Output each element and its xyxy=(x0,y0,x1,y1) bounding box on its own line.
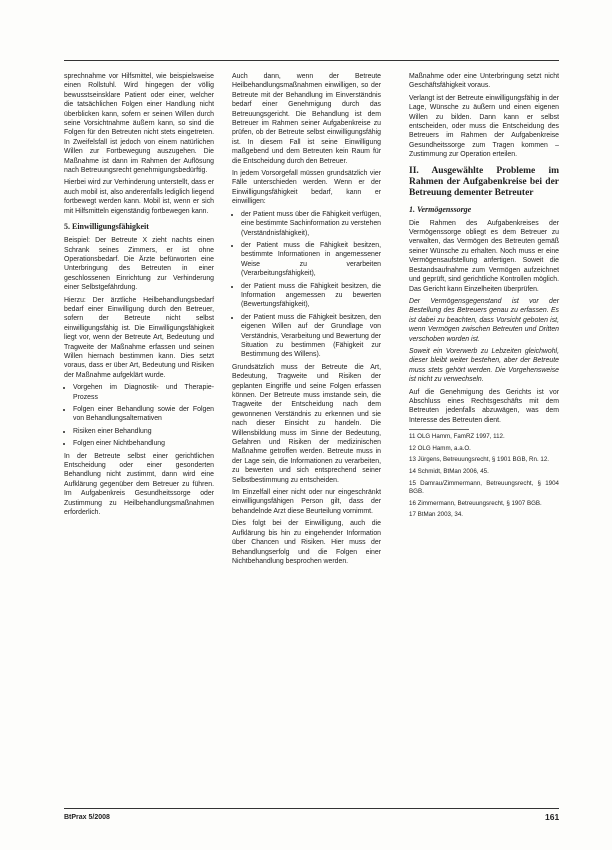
paragraph: Grundsätzlich muss der Betreute die Art, Bedeutung, Tragweite und Risiken der geplanten Eingriffe und seine Folgen erfassen können. Der Betreute muss imstande sein, die Tragweite der Entscheidung nach dem gewonnenen Verständnis zu erkennen und sie nach dieser Einsicht zu handeln. Die Willensbildung muss im Sinne der Bedeutung, Gefahren und Risiken der medizinischen Maßnahme getroffen werden. Betreute muss in der Lage sein, die Informationen zu verarbeiten, zu bewerten und sich entsprechend seiner Selbstbestimmung zu entscheiden. xyxy=(232,363,381,484)
list-item: • der Patient muss über die Fähigkeit verfügen, eine bestimmte Sachinformation zu verstehen (Verständnisfähigkeit), xyxy=(241,210,381,238)
list-item: • Folgen einer Behandlung sowie der Folgen von Behandlungsalternativen xyxy=(73,405,214,424)
column-left xyxy=(64,72,214,520)
footnote: 16 Zimmermann, Betreuungsrecht, § 1907 BGB. xyxy=(409,499,542,507)
list-item: • Vorgehen im Diagnostik- und Therapie-Prozess xyxy=(73,383,214,402)
footnote: 11 OLG Hamm, FamRZ 1997, 112. xyxy=(409,433,505,441)
footer-rule xyxy=(64,808,559,809)
bullet-list xyxy=(232,210,381,360)
list-item: • der Patient muss die Fähigkeit besitzen, die Information angemessen zu bewerten (Bewertungsfähigkeit), xyxy=(241,282,381,310)
footnote-list xyxy=(409,433,559,520)
footnote: 15 Damrau/Zimmermann, Betreuungsrecht, § 1904 BGB. xyxy=(409,479,559,496)
paragraph: Verlangt ist der Betreute einwilligungsfähig in der Lage, Wünsche zu äußern und einen eigenen Willen zu bilden. Dann kann er selbst entscheiden, oder muss die Entscheidung des Betreuers im Rahmen der Aufgabenkreise Gesundheitssorge zum Tragen kommen – Zustimmung zur Operation erteilen. xyxy=(409,94,559,159)
paragraph: Hierzu: Der ärztliche Heilbehandlungsbedarf bedarf einer Einwilligung durch den Betreuer, sofern der Betreute nicht selbst einwilligungsfähig ist. Die Einwilligungsfähigkeit liegt vor, wenn der Betreute Art, Bedeutung und Tragweite der Maßnahme erfassen und seinen Willen hiernach bestimmen kann. Dies setzt voraus, dass er über Art, Bedeutung und Risiken der Maßnahme aufgeklärt wurde. xyxy=(64,296,214,379)
column-right xyxy=(409,72,559,523)
list-item: • Risiken einer Behandlung xyxy=(73,427,214,436)
footnote: 13 Jürgens, Betreuungsrecht, § 1901 BGB, Rn. 12. xyxy=(409,456,549,464)
paragraph: Die Rahmen des Aufgabenkreises der Vermögenssorge obliegt es dem Betreuer zu verwalten, das Vermögen des Betreuten gemäß seiner Wünsche zu erhalten. Noch muss er eine Vermögensaufstellung anfertigen. Soweit die Bestandsaufnahme zum Vermögen aufzeichnet und geprüft, sind gerichtliche Kontrollen möglich. Das Gericht kann Einzelheiten überprüfen. xyxy=(409,219,559,293)
footnote: 12 OLG Hamm, a.a.O. xyxy=(409,444,471,452)
paragraph: Der Vermögensgegenstand ist vor der Bestellung des Betreuers genau zu erfassen. Es ist dabei zu beachten, dass Vorsicht geboten ist, wenn Vermögen zwischen Betreuten und Dritten verschoben worden ist. xyxy=(409,297,559,343)
paragraph: In jedem Vorsorgefall müssen grundsätzlich vier Fälle unterschieden werden. Wenn er der Einwilligungsfähigkeit bedarf, kann er einwilligen: xyxy=(232,170,381,206)
paragraph: Dies folgt bei der Einwilligung, auch die Aufklärung bis hin zu eingehender Information über Chancen und Risiken. Hier muss der Behandlungserfolg und die Folgen einer Nichtbehandlung besprochen werden. xyxy=(232,520,381,565)
page-number: 161 xyxy=(545,812,560,822)
list-item: • Folgen einer Nichtbehandlung xyxy=(73,439,214,448)
bullet-list xyxy=(64,383,214,448)
list-item: • der Patient muss die Fähigkeit besitzen, den eigenen Willen auf der Grundlage von Verständnis, Verarbeitung und Bewertung der Situation zu bestimmen (Fähigkeit zur Bestimmung des Willens). xyxy=(241,313,381,360)
section-heading: 5. Einwilligungsfähigkeit xyxy=(64,222,149,232)
paragraph: In der Betreute selbst einer gerichtlichen Entscheidung oder einer gesonderten Behandlung nicht zustimmt, dann wird eine Aufklärung gegenüber dem Betreuer zu führen. Im Aufgabenkreis Gesundheitssorge oder Zustimmung zu Heilbehandlungsmaßnahmen erforderlich. xyxy=(64,452,214,517)
journal-name: BtPrax 5/2008 xyxy=(64,814,110,821)
paragraph: Beispiel: Der Betreute X zieht nachts einen Schrank seines Zimmers, er ist ohne Operationsbedarf. Die Ärzte befürworten eine Unterbringung des Betreuten in einer geschlossenen Einrichtung zur Verhinderung einer Selbstgefährdung. xyxy=(64,237,214,292)
footnotes xyxy=(409,429,469,430)
header-rule xyxy=(64,60,559,61)
paragraph: Auf die Genehmigung des Gerichts ist vor Abschluss eines Rechtsgeschäfts mit dem Betreuten jedenfalls abzuwägen, was dem Interesse des Betreuten dient. xyxy=(409,388,559,424)
list-item: • der Patient muss die Fähigkeit besitzen, bestimmte Informationen in angemessener Weise zu verarbeiten (Verarbeitungsfähigkeit), xyxy=(241,241,381,279)
paragraph: Hierbei wird zur Verhinderung unterstellt, dass er auch mobil ist, also anderenfalls lediglich liegend fortbewegt werden kann. Mobil ist, wenn er sich mit Hilfsmitteln eigenständig fortbewegen kann. xyxy=(64,179,214,215)
footnote: 17 BtMan 2003, 34. xyxy=(409,511,464,519)
paragraph: Im Einzelfall einer nicht oder nur eingeschränkt einwilligungsfähigen Person gilt, dass der behandelnde Arzt diese Beurteilung vornimmt. xyxy=(232,489,381,515)
paragraph: sprechnahme vor Hilfsmittel, wie beispielsweise einen Rollstuhl. Wird hingegen der völlig bewusstseinsklare Patient oder einer, welcher die tatsächlichen Folgen einer Handlung nicht überblicken kann, sofern er seinen Willen durch seine Vorsichtnahme äußern kann, so sind die Folgen für den Betreuten nicht stets eingetreten. In Zweifelsfall ist jedoch von einem natürlichen Willen zur Fortbewegung auszugehen. Die Maßnahme ist dann im Rahmen der Auflösung nach Betreuungsrecht genehmigungsbedürftig. xyxy=(64,73,214,175)
paragraph: Maßnahme oder eine Unterbringung setzt nicht Geschäftsfähigkeit voraus. xyxy=(409,73,559,90)
subsection-heading: 1. Vermögenssorge xyxy=(409,204,472,214)
paragraph: Soweit ein Vorerwerb zu Lebzeiten gleichwohl, dieser bleibt weiter bestehen, aber der Betreute muss stets gehört werden. Die Vorgehensweise ist nicht zu verwechseln. xyxy=(409,347,559,384)
column-middle xyxy=(232,72,381,569)
paragraph: Auch dann, wenn der Betreute Heilbehandlungsmaßnahmen einwilligen, so der Betreute mit der Behandlung im Einverständnis bedarf einer Genehmigung durch das Betreuungsgericht. Die Behandlung ist dem Betreuer im Rahmen seiner Aufgabenkreise zu prüfen, ob der Betreute selbst einwilligungsfähig ist. In diesem Fall ist seine Einwilligung maßgebend und dem Betreuten kein Raum für die Entscheidung durch den Betreuer. xyxy=(232,73,381,165)
footnote: 14 Schmidt, BtMan 2006, 45. xyxy=(409,467,489,475)
section-heading: II. Ausgewählte Probleme im Rahmen der Aufgabenkreise bei der Betreuung dementer Betreuter xyxy=(409,165,559,198)
